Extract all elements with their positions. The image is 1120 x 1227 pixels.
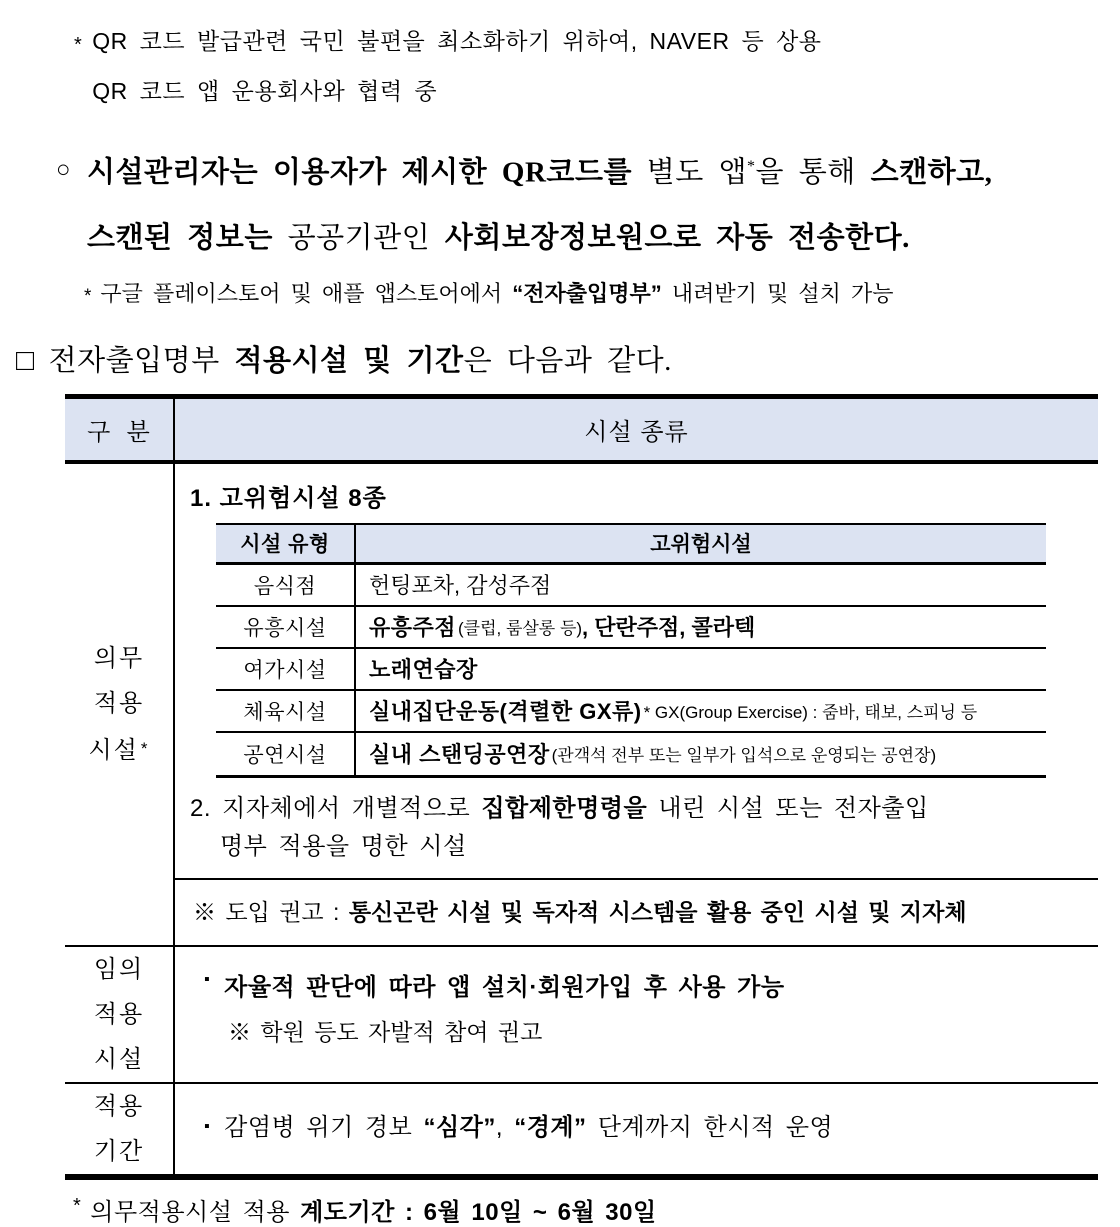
text-run: 단계까지 한시적 운영 bbox=[586, 1114, 834, 1142]
cell-period-content bbox=[175, 1084, 1098, 1166]
text-run: 의무적용시설 적용 bbox=[90, 1198, 301, 1226]
recommendation-note bbox=[175, 878, 1098, 945]
list-item-high-risk: 1. 고위험시설 8종 bbox=[190, 484, 387, 512]
text-run: (관객석 전부 또는 일부가 입석으로 운영되는 공연장) bbox=[551, 746, 937, 766]
cell-facility-type: 음식점 bbox=[216, 565, 356, 605]
list-item-line bbox=[190, 790, 1098, 828]
text-run: 노래연습장 bbox=[369, 657, 478, 683]
label-line: 적용 bbox=[93, 689, 145, 717]
cell-facility-detail bbox=[356, 649, 1046, 689]
cell-mandatory-content bbox=[175, 464, 1098, 945]
square-bullet-icon: ▪ bbox=[204, 1117, 211, 1135]
cell-facility-type: 공연시설 bbox=[216, 733, 356, 775]
footnote-app-download bbox=[84, 277, 1120, 314]
text-run: 적용시설 및 기간 bbox=[234, 344, 464, 377]
table-row bbox=[216, 733, 1046, 775]
text-run: (클럽, 룸살롱 등) bbox=[458, 619, 583, 639]
table-header-row bbox=[65, 399, 1098, 460]
asterisk-superscript: * bbox=[747, 158, 756, 175]
table-row-voluntary bbox=[65, 947, 1098, 1084]
text-run: “전자출입명부” bbox=[512, 280, 662, 306]
asterisk-marker: * bbox=[74, 34, 83, 56]
heading-text bbox=[49, 340, 672, 382]
list-item-line: 명부 적용을 명한 시설 bbox=[220, 832, 467, 860]
high-risk-header-row bbox=[216, 525, 1046, 565]
text-run: 을 통해 bbox=[755, 156, 871, 189]
cell-facility-type: 체육시설 bbox=[216, 691, 356, 731]
paragraph-scan-process bbox=[56, 134, 1120, 271]
row-label-period bbox=[65, 1084, 175, 1174]
asterisk-marker: * bbox=[73, 1194, 82, 1217]
cell-facility-type: 여가시설 bbox=[216, 649, 356, 689]
text-run: 실내 스탠딩공연장 bbox=[369, 742, 550, 768]
footnote-grace-period bbox=[73, 1192, 1120, 1227]
header-cell-facility-type: 시설 종류 bbox=[584, 418, 689, 446]
voluntary-sub-line: ※ 학원 등도 자발적 참여 권고 bbox=[228, 1018, 543, 1045]
table-row bbox=[216, 565, 1046, 607]
label-line: 기간 bbox=[93, 1137, 145, 1165]
text-run: 전자출입명부 bbox=[48, 344, 235, 377]
footnote-text bbox=[92, 16, 821, 116]
cell-facility-detail bbox=[356, 607, 1046, 647]
section-heading bbox=[16, 340, 1120, 382]
voluntary-main-line bbox=[202, 967, 1098, 1002]
facility-table bbox=[65, 394, 1098, 1180]
text-run: 은 다음과 같다. bbox=[463, 344, 672, 377]
text-run: 구글 플레이스토어 및 애플 앱스토어에서 bbox=[100, 280, 513, 306]
row-label-mandatory bbox=[65, 464, 175, 945]
label-line: 적용 bbox=[93, 1092, 145, 1120]
footnote-qr-cooperation bbox=[74, 16, 1120, 116]
paragraph-line bbox=[87, 206, 992, 271]
header-cell-type: 시설 유형 bbox=[216, 525, 356, 562]
cell-facility-type: 유흥시설 bbox=[216, 607, 356, 647]
text-run: 유흥주점 bbox=[369, 615, 457, 641]
text-run: 시설 bbox=[88, 736, 139, 764]
cell-facility-detail bbox=[356, 691, 1046, 731]
text-run: 시설관리자는 이용자가 제시한 QR코드를 bbox=[87, 156, 632, 189]
text-run: 별도 앱 bbox=[631, 156, 748, 189]
table-row bbox=[216, 691, 1046, 733]
text-run: 공공기관인 bbox=[272, 221, 445, 254]
label-line bbox=[89, 726, 150, 773]
text-run: 내려받기 및 설치 가능 bbox=[661, 280, 894, 306]
text-run: 사회보장정보원으로 자동 전송한다. bbox=[444, 221, 910, 254]
list-item-local-gov bbox=[190, 790, 1098, 866]
table-row bbox=[216, 649, 1046, 691]
footnote-line: QR 코드 발급관련 국민 불편을 최소화하기 위하여, NAVER 등 상용 bbox=[92, 28, 822, 54]
circle-bullet: ○ bbox=[56, 157, 71, 183]
asterisk-marker: * bbox=[84, 285, 92, 307]
period-text bbox=[224, 1107, 833, 1142]
footnote-text bbox=[100, 277, 893, 314]
text-run: 스캔된 정보는 bbox=[87, 221, 273, 254]
text-run: ※ 도입 권고 : bbox=[193, 898, 349, 925]
text-run: 통신곤란 시설 및 독자적 시스템을 활용 중인 시설 및 지자체 bbox=[348, 898, 967, 925]
square-bullet: □ bbox=[16, 343, 35, 377]
document-page bbox=[0, 16, 1120, 1226]
text-run: “경계” bbox=[514, 1114, 587, 1142]
footnote-line: QR 코드 앱 운용회사와 협력 중 bbox=[92, 78, 438, 104]
paragraph-text bbox=[87, 134, 992, 271]
text-run: , 단란주점, 콜라텍 bbox=[582, 615, 756, 641]
row-label-voluntary bbox=[65, 947, 175, 1082]
asterisk-marker: * bbox=[140, 738, 150, 758]
text-run: 자율적 판단에 따라 앱 설치·회원가입 후 사용 가능 bbox=[224, 973, 785, 1001]
table-row-period bbox=[65, 1084, 1098, 1174]
table-row-mandatory bbox=[65, 464, 1098, 947]
cell-facility-detail bbox=[356, 733, 1046, 775]
footnote-text bbox=[90, 1192, 656, 1227]
text-run: 실내집단운동(격렬한 GX류) bbox=[369, 699, 642, 725]
text-run: 내린 시설 또는 전자출입 bbox=[647, 794, 929, 822]
paragraph-line bbox=[87, 134, 992, 206]
text-run: * GX(Group Exercise) : 줌바, 태보, 스피닝 등 bbox=[643, 703, 978, 723]
text-run: 계도기간 : 6월 10일 ~ 6월 30일 bbox=[300, 1198, 657, 1226]
label-line: 임의 bbox=[93, 955, 145, 983]
text-run: 집합제한명령을 bbox=[481, 794, 648, 822]
label-line: 시설 bbox=[93, 1045, 145, 1073]
header-cell-category: 구 분 bbox=[65, 399, 175, 460]
text-run: 스캔하고, bbox=[870, 156, 993, 189]
table-row bbox=[216, 607, 1046, 649]
text-run: , bbox=[495, 1114, 515, 1142]
label-line: 적용 bbox=[93, 1000, 145, 1028]
text-run: 헌팅포차, 감성주점 bbox=[369, 573, 552, 599]
high-risk-table bbox=[216, 523, 1046, 778]
text-run: “심각” bbox=[423, 1114, 496, 1142]
header-cell-high-risk: 고위험시설 bbox=[650, 533, 752, 557]
text-run: 감염병 위기 경보 bbox=[224, 1114, 424, 1142]
label-line: 의무 bbox=[93, 644, 145, 672]
cell-voluntary-content bbox=[175, 947, 1098, 1082]
text-run: 2. 지자체에서 개별적으로 bbox=[190, 794, 482, 822]
cell-facility-detail bbox=[356, 565, 1046, 605]
square-bullet-icon: ▪ bbox=[204, 970, 211, 988]
